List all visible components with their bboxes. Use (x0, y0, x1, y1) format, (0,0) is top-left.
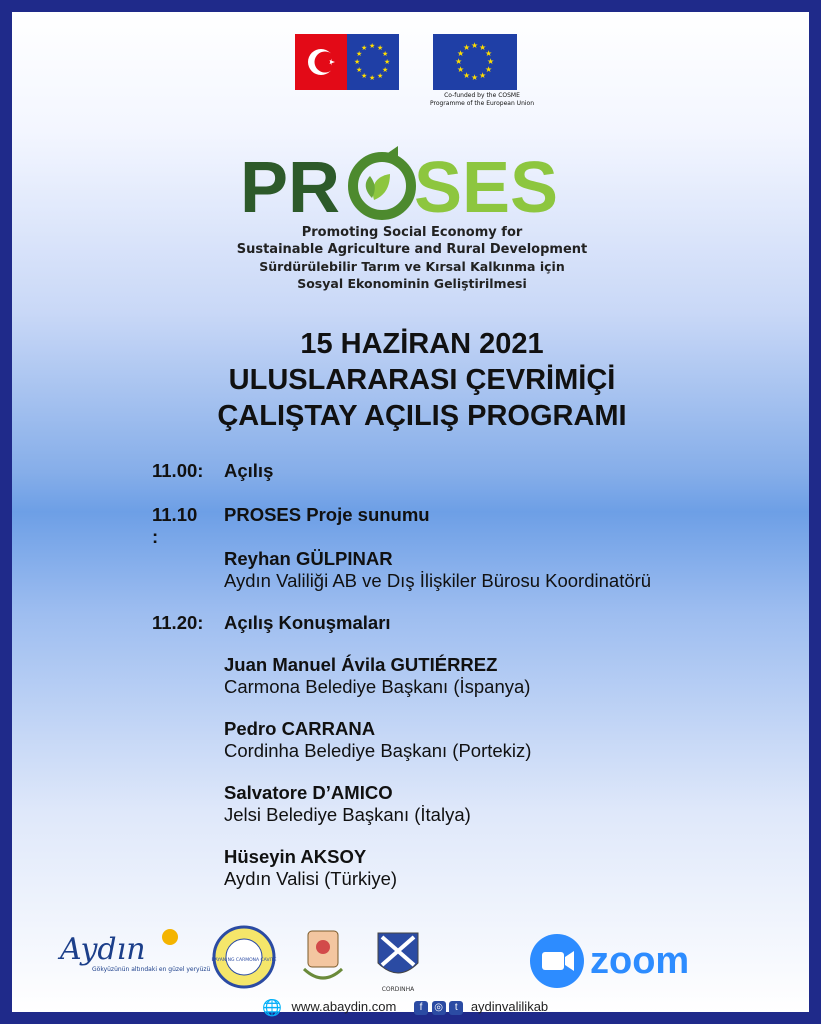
program-title: PROSES Proje sunumu (224, 504, 430, 525)
zoom-logo (530, 934, 689, 988)
svg-text:★: ★ (356, 66, 363, 74)
svg-text:★: ★ (361, 44, 368, 52)
subtitle-en-2: Sustainable Agriculture and Rural Development (236, 242, 588, 257)
cofunded-line-1: Co-funded by the COSME (444, 92, 520, 99)
svg-text:BAYAN NG CARMONA CAVITE: BAYAN NG CARMONA CAVITE (211, 958, 277, 963)
svg-text:★: ★ (471, 41, 479, 50)
carmona-seal (212, 927, 277, 987)
speaker-role: Cordinha Belediye Başkanı (Portekiz) (224, 740, 532, 761)
twitter-icon[interactable]: t (449, 1001, 463, 1015)
turkey-eu-flag (295, 34, 399, 90)
svg-text:★: ★ (382, 50, 389, 58)
svg-text:★: ★ (455, 57, 463, 66)
program-time: 11.00: (152, 460, 204, 481)
subtitle-tr-2: Sosyal Ekonominin Geliştirilmesi (297, 276, 527, 291)
svg-text:Aydın: Aydın (60, 932, 146, 967)
svg-text:★: ★ (382, 66, 389, 74)
proses-logo (222, 140, 612, 220)
svg-text:★: ★ (384, 58, 391, 66)
svg-text:★: ★ (479, 43, 487, 52)
footer-contact (262, 998, 548, 1018)
speaker-name: Salvatore D’AMICO (224, 782, 393, 803)
svg-text:★: ★ (356, 50, 363, 58)
logo-text-right: SES (414, 148, 559, 220)
svg-text:★: ★ (485, 49, 493, 58)
svg-text:★: ★ (377, 44, 384, 52)
subtitle-tr-1: Sürdürülebilir Tarım ve Kırsal Kalkınma için (259, 259, 565, 274)
cofunded-line-2: Programme of the European Union (429, 100, 535, 107)
speaker-name: Hüseyin AKSOY (224, 846, 367, 867)
svg-text:★: ★ (487, 57, 495, 66)
facebook-icon[interactable]: f (414, 1001, 428, 1015)
cofunded-text (407, 92, 557, 108)
svg-text:★: ★ (479, 71, 487, 80)
speaker-name: Pedro CARRANA (224, 718, 376, 739)
svg-text:zoom: zoom (590, 940, 690, 982)
instagram-icon[interactable]: ◎ (432, 1001, 446, 1015)
logo-text-left: PR (240, 148, 341, 220)
svg-text:★: ★ (485, 65, 493, 74)
globe-icon: 🌐 (262, 1000, 282, 1017)
svg-text:★: ★ (463, 71, 471, 80)
event-date: 15 HAZİRAN 2021 (300, 328, 544, 360)
program-time: 11.10 : (152, 504, 198, 547)
website-link[interactable]: www.abaydin.com (291, 999, 397, 1015)
event-title-2: ÇALIŞTAY AÇILIŞ PROGRAMI (217, 400, 627, 432)
subtitle-en-1: Promoting Social Economy for (301, 225, 523, 240)
event-title-1: ULUSLARARASI ÇEVRİMİÇİ (228, 364, 616, 396)
svg-text:★: ★ (369, 74, 376, 82)
svg-text:★: ★ (457, 49, 465, 58)
svg-text:CORDINHA: CORDINHA (381, 986, 415, 993)
svg-text:★: ★ (457, 65, 465, 74)
svg-text:★: ★ (471, 73, 479, 82)
svg-text:★: ★ (361, 72, 368, 80)
social-handle: aydinvalilikab (470, 999, 549, 1015)
speaker-role: Jelsi Belediye Başkanı (İtalya) (224, 804, 471, 825)
jelsi-crest (304, 931, 342, 978)
eu-flag (433, 34, 517, 90)
event-heading (72, 326, 772, 434)
speaker-role: Aydın Valiliği AB ve Dış İlişkiler Bürosu Koordinatörü (224, 570, 652, 591)
svg-text:★: ★ (377, 72, 384, 80)
partner-logos (52, 917, 792, 997)
speaker-name: Juan Manuel Ávila GUTIÉRREZ (224, 654, 498, 675)
program-title: Açılış Konuşmaları (224, 612, 391, 633)
speaker-name: Reyhan GÜLPINAR (224, 548, 393, 569)
recycle-leaf-icon (353, 146, 411, 215)
program-title: Açılış (224, 460, 274, 481)
svg-text:Gökyüzünün altındaki en güzel: Gökyüzünün altındaki en güzel yeryüzü (92, 966, 211, 973)
program-time: 11.20: (152, 612, 204, 633)
aydin-logo (57, 929, 211, 973)
speaker-role: Aydın Valisi (Türkiye) (224, 868, 398, 889)
svg-text:★: ★ (354, 58, 361, 66)
cordinha-crest (378, 933, 418, 993)
speaker-role: Carmona Belediye Başkanı (İspanya) (224, 676, 531, 697)
svg-text:★: ★ (369, 42, 376, 50)
project-subtitle (202, 224, 622, 292)
svg-text:★: ★ (463, 43, 471, 52)
